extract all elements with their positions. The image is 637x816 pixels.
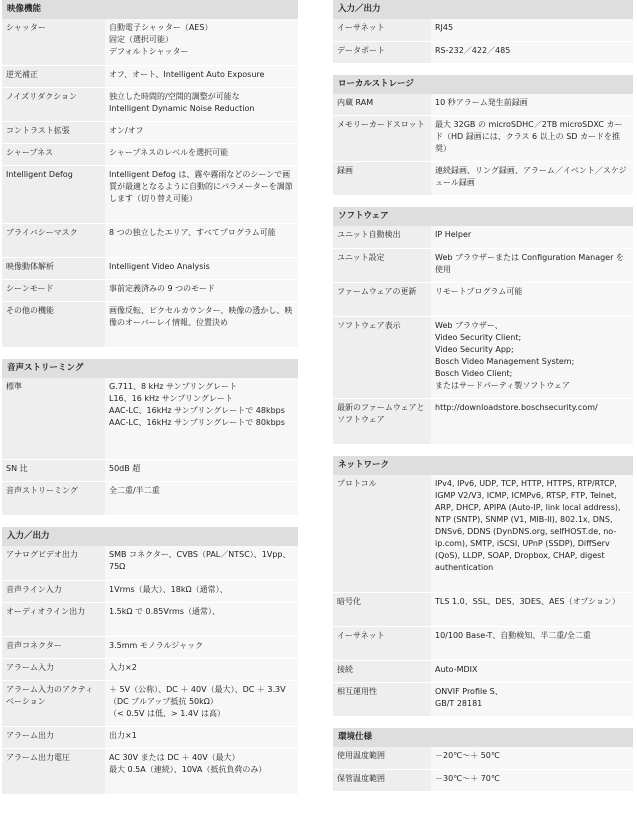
spec-label: アラーム入力 [2,658,105,680]
spec-section [333,75,633,197]
spec-row [333,19,633,41]
spec-section [333,456,633,718]
section-title: 環境仕様 [333,728,633,747]
spec-section [333,0,633,64]
spec-value: 10 秒アラーム発生前録画 [431,94,633,116]
spec-value: 自動電子シャッター（AES） 固定（選択可能） デフォルトシャッター [105,19,298,65]
spec-table [2,546,298,795]
spec-label: 音声ストリーミング [2,482,105,516]
spec-label: アナログビデオ出力 [2,546,105,580]
left-column [2,0,298,806]
spec-row [333,627,633,661]
spec-table [333,747,633,792]
spec-label: シーンモード [2,279,105,301]
spec-label: ユニット自動検出 [333,226,431,248]
spec-value: AC 30V または DC ＋ 40V（最大） 最大 0.5A（連続）、10VA（抵抗負荷のみ） [105,748,298,794]
spec-value: IP Helper [431,226,633,248]
spec-row [333,116,633,162]
spec-row [333,769,633,791]
spec-label: プロトコル [333,475,431,593]
spec-table [333,94,633,197]
spec-label: 保管温度範囲 [333,769,431,791]
spec-label: 標準 [2,378,105,460]
spec-value: 連続録画、リング録画、アラーム／イベント／スケジュール録画 [431,162,633,196]
spec-value: Auto-MDIX [431,661,633,683]
spec-value: TLS 1.0、SSL、DES、3DES、AES（オプション） [431,593,633,627]
spec-value: 3.5mm モノラルジャック [105,636,298,658]
spec-label: ユニット設定 [333,248,431,282]
spec-row [333,248,633,282]
spec-row [2,143,298,165]
spec-label: Intelligent Defog [2,165,105,223]
spec-value: オン/オフ [105,121,298,143]
spec-value: G.711、8 kHz サンプリングレート L16、16 kHz サンプリングレート AAC-LC、16kHz サンプリングレートで 48kbps AAC-LC、16kHz サンプリングレートで 80kbps [105,378,298,460]
section-title: ローカルストレージ [333,75,633,94]
spec-row [2,482,298,516]
spec-value: 最大 32GB の microSDHC／2TB microSDXC カード（HD 録画には、クラス 6 以上の SD カードを推奨） [431,116,633,162]
spec-table [2,19,298,348]
spec-section [2,0,298,348]
spec-row [2,460,298,482]
spec-value: RS-232／422／485 [431,41,633,63]
spec-label: ノイズリダクション [2,87,105,121]
spec-section [333,728,633,792]
spec-row [2,165,298,223]
section-title: 音声ストリーミング [2,359,298,378]
spec-value: －30℃～＋ 70℃ [431,769,633,791]
section-title: ネットワーク [333,456,633,475]
spec-row [2,257,298,279]
spec-value: ONVIF Profile S、 GB/T 28181 [431,683,633,717]
spec-table [2,378,298,517]
spec-row [333,94,633,116]
spec-row [333,683,633,717]
spec-value: ＋ 5V（公称）、DC ＋ 40V（最大）、DC ＋ 3.3V（DC プルアップ抵抗 50kΩ） （< 0.5V は低、> 1.4V は高） [105,680,298,726]
spec-row [333,475,633,593]
spec-label: シャープネス [2,143,105,165]
spec-value: 10/100 Base-T、自動検知、半二重/全二重 [431,627,633,661]
section-title: 入力／出力 [2,527,298,546]
spec-row [333,661,633,683]
spec-value: 1.5kΩ で 0.85Vrms（通常）、 [105,602,298,636]
spec-label: ソフトウェア表示 [333,316,431,398]
spec-label: 内蔵 RAM [333,94,431,116]
spec-label: メモリーカードスロット [333,116,431,162]
spec-row [2,580,298,602]
spec-label: 暗号化 [333,593,431,627]
spec-label: シャッター [2,19,105,65]
spec-value: Web ブラウザー、 Video Security Client; Video Security App; Bosch Video Management System; Bosch Video Client; またはサードパーティ製ソフトウェア [431,316,633,398]
spec-label: アラーム入力のアクティベーション [2,680,105,726]
spec-label: 音声コネクター [2,636,105,658]
spec-label: イーサネット [333,627,431,661]
spec-label: イーサネット [333,19,431,41]
spec-value: 1Vrms（最大）、18kΩ（通常）、 [105,580,298,602]
spec-row [2,65,298,87]
spec-label: 音声ライン入力 [2,580,105,602]
spec-row [2,636,298,658]
spec-label: 録画 [333,162,431,196]
spec-row [333,282,633,316]
section-title: ソフトウェア [333,207,633,226]
spec-label: SN 比 [2,460,105,482]
spec-value: RJ45 [431,19,633,41]
spec-value: 出力×1 [105,726,298,748]
spec-label: 使用温度範囲 [333,747,431,769]
spec-label: アラーム出力 [2,726,105,748]
spec-section [2,359,298,517]
spec-row [2,748,298,794]
spec-value: http://downloadstore.boschsecurity.com/ [431,398,633,444]
spec-row [2,121,298,143]
spec-row [333,226,633,248]
spec-label: プライバシーマスク [2,223,105,257]
spec-row [2,726,298,748]
spec-value: －20℃～＋ 50℃ [431,747,633,769]
spec-row [2,602,298,636]
spec-value: Web ブラウザーまたは Configuration Manager を使用 [431,248,633,282]
spec-row [2,223,298,257]
spec-value: シャープネスのレベルを選択可能 [105,143,298,165]
spec-label: ファームウェアの更新 [333,282,431,316]
spec-row [2,546,298,580]
spec-value: 事前定義済みの 9 つのモード [105,279,298,301]
spec-label: コントラスト拡張 [2,121,105,143]
spec-label: その他の機能 [2,301,105,347]
spec-row [333,747,633,769]
spec-label: アラーム出力電圧 [2,748,105,794]
spec-label: 逆光補正 [2,65,105,87]
spec-value: リモートプログラム可能 [431,282,633,316]
spec-section [333,207,633,445]
spec-value: 8 つの独立したエリア、すべてプログラム可能 [105,223,298,257]
spec-row [333,162,633,196]
spec-value: 50dB 超 [105,460,298,482]
spec-label: 相互運用性 [333,683,431,717]
spec-label: 映像動体解析 [2,257,105,279]
spec-row [333,316,633,398]
spec-label: データポート [333,41,431,63]
spec-table [333,226,633,445]
spec-value: 独立した時間的/空間的調整が可能な Intelligent Dynamic Noise Reduction [105,87,298,121]
spec-value: 入力×2 [105,658,298,680]
spec-row [333,593,633,627]
spec-value: Intelligent Video Analysis [105,257,298,279]
spec-row [2,378,298,460]
spec-value: 画像反転、ピクセルカウンター、映像の透かし、映像のオーバーレイ情報、位置決め [105,301,298,347]
spec-row [2,19,298,65]
spec-row [2,87,298,121]
spec-label: 接続 [333,661,431,683]
spec-value: オフ、オート、Intelligent Auto Exposure [105,65,298,87]
right-column [333,0,633,803]
spec-label: オーディオライン出力 [2,602,105,636]
spec-row [2,279,298,301]
spec-table [333,19,633,64]
section-title: 入力／出力 [333,0,633,19]
spec-section [2,527,298,795]
section-title: 映像機能 [2,0,298,19]
spec-table [333,475,633,718]
spec-value: Intelligent Defog は、霧や霧雨などのシーンで画質が最適となるように自動的にパラメーターを調節します（切り替え可能） [105,165,298,223]
spec-row [2,658,298,680]
spec-value: 全二重/半二重 [105,482,298,516]
spec-value: IPv4, IPv6, UDP, TCP, HTTP, HTTPS, RTP/RTCP, IGMP V2/V3, ICMP, ICMPv6, RTSP, FTP, Telnet, ARP, DHCP, APIPA (Auto-IP, link local address), NTP (SNTP), SNMP (V1, MIB-II), 802.1x, DNS, DNSv6, DDNS (DynDNS.org, selfHOST.de, no-ip.com), SMTP, iSCSI, UPnP (SSDP), DiffServ (QoS), LLDP, SOAP, Dropbox, CHAP, digest authentication [431,475,633,593]
spec-label: 最新のファームウェアとソフトウェア [333,398,431,444]
spec-value: SMB コネクター、CVBS（PAL／NTSC）、1Vpp、75Ω [105,546,298,580]
spec-row [2,680,298,726]
spec-row [333,398,633,444]
spec-row [2,301,298,347]
spec-row [333,41,633,63]
